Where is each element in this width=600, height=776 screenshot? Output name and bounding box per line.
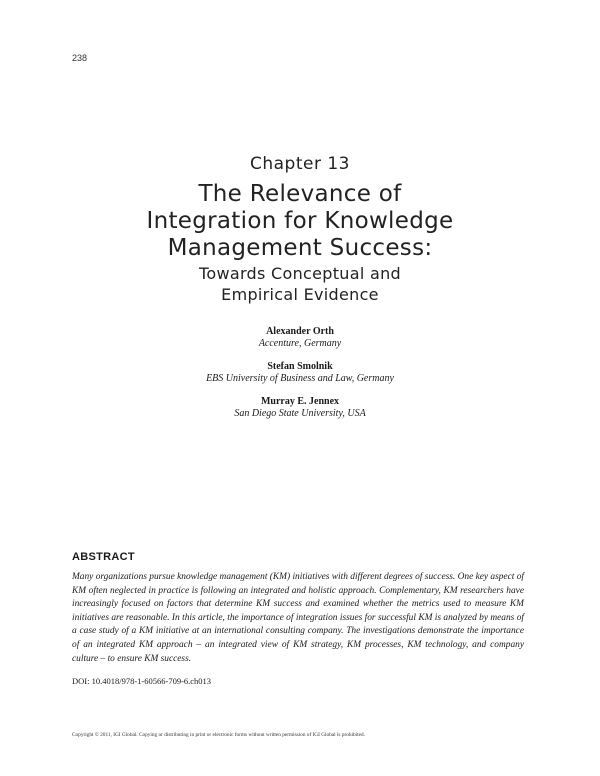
author-affiliation: EBS University of Business and Law, Germany <box>206 373 394 384</box>
page-number: 238 <box>72 53 88 63</box>
author-entry <box>0 326 600 350</box>
author-name: Murray E. Jennex <box>260 396 340 407</box>
chapter-title-line: Integration for Knowledge <box>146 208 454 234</box>
chapter-subtitle <box>0 263 600 305</box>
chapter-title-line: Management Success: <box>167 235 433 261</box>
chapter-label: Chapter 13 <box>249 154 350 174</box>
abstract-section <box>72 551 524 686</box>
chapter-subtitle-line: Empirical Evidence <box>221 285 379 304</box>
abstract-text: Many organizations pursue knowledge management (KM) initiatives with different degrees of success. One key aspect of KM often neglected in practice is following an integrated and holistic approach. Complementary, KM researchers have increasingly focused on factors that determine KM success and examined whether the metrics used to measure KM initiatives are reasonable. In this article, the importance of integration issues for successful KM is analyzed by means of a case study of a KM initiative at an international consulting company. The investigations demonstrate the importance of an integrated KM approach – an integrated view of KM strategy, KM processes, KM technology, and company culture – to ensure KM success. <box>72 572 524 664</box>
chapter-title <box>0 181 600 262</box>
author-name: Alexander Orth <box>266 326 334 337</box>
copyright-notice: Copyright © 2011, IGI Global. Copying or distributing in print or electronic forms without written permission of IGI Global is prohibited. <box>72 732 365 738</box>
author-entry <box>0 396 600 420</box>
chapter-title-line: The Relevance of <box>198 181 402 207</box>
author-entry <box>0 361 600 385</box>
chapter-subtitle-line: Towards Conceptual and <box>199 264 401 283</box>
author-list <box>0 326 600 431</box>
author-affiliation: San Diego State University, USA <box>234 408 366 419</box>
abstract-heading: ABSTRACT <box>72 551 135 563</box>
author-affiliation: Accenture, Germany <box>258 338 342 349</box>
author-name: Stefan Smolnik <box>267 361 333 372</box>
chapter-heading <box>0 152 600 305</box>
doi-line: DOI: 10.4018/978-1-60566-709-6.ch013 <box>72 676 212 687</box>
